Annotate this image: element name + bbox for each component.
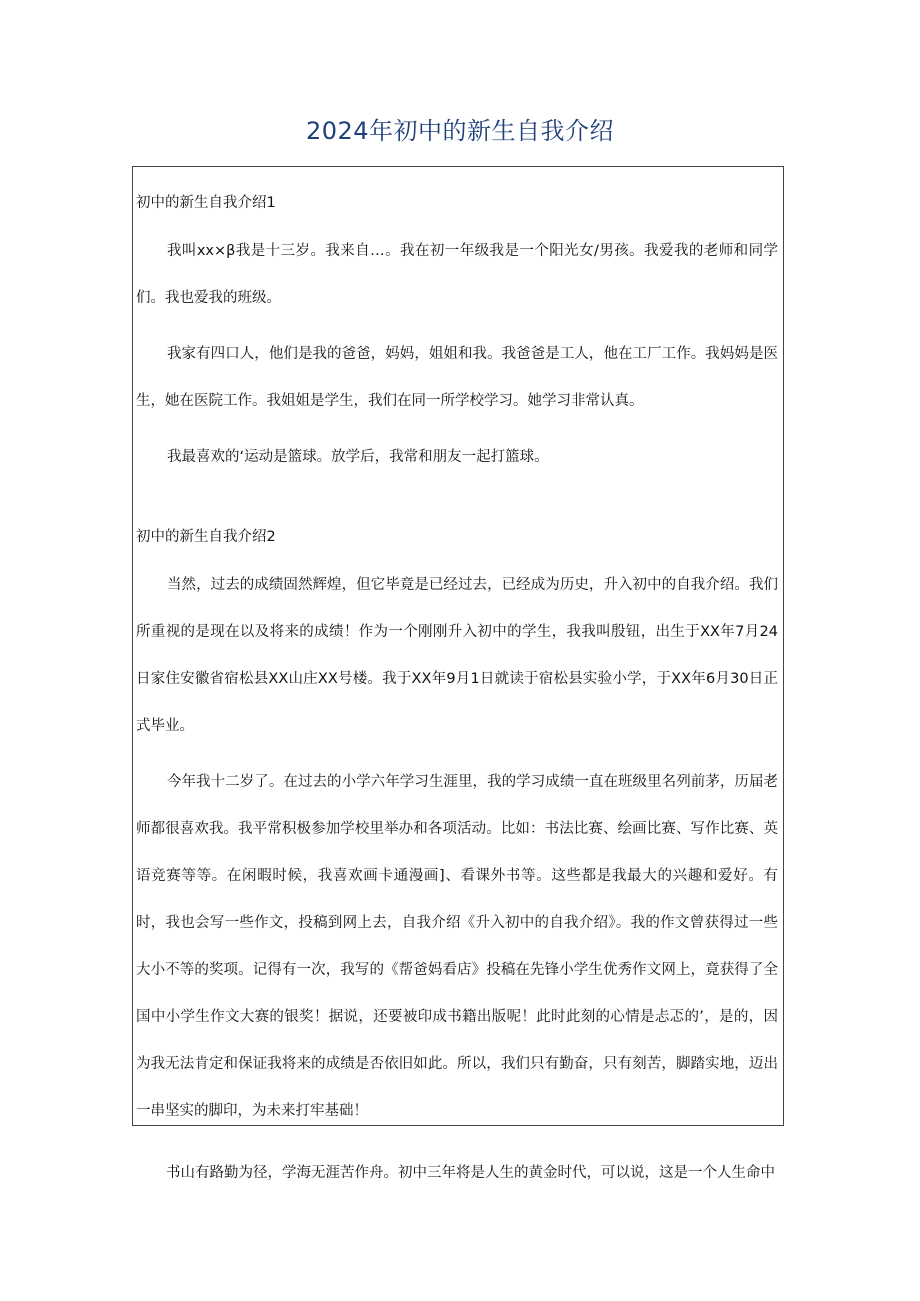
document-title: 2024年初中的新生自我介绍 [305, 117, 615, 145]
section-1-heading: 初中的新生自我介绍1 [136, 195, 276, 211]
section-2-heading: 初中的新生自我介绍2 [136, 529, 276, 545]
section-2 [136, 521, 778, 1144]
section-1-paragraph: 我最喜欢的‘运动是篮球。放学后，我常和朋友一起打篮球。 [167, 449, 549, 465]
section-1 [136, 187, 778, 490]
section-1-paragraph: 我叫xx×β我是十三岁。我来自…。我在初一年级我是一个阳光女/男孩。我爱我的老师和同学们。我也爱我的班级。 [136, 243, 778, 306]
section-1-paragraph: 我家有四口人，他们是我的爸爸，妈妈，姐姐和我。我爸爸是工人，他在工厂工作。我妈妈是医生，她在医院工作。我姐姐是学生，我们在同一所学校学习。她学习非常认真。 [136, 346, 778, 409]
section-2-paragraph: 今年我十二岁了。在过去的小学六年学习生涯里，我的学习成绩一直在班级里名列前茅，历届老师都很喜欢我。我平常积极参加学校里举办和各项活动。比如：书法比赛、绘画比赛、写作比赛、英语竞赛等等。在闲暇时候，我喜欢画卡通漫画]、看课外书等。这些都是我最大的兴趣和爱好。有时，我也会写一些作文，投稿到网上去，自我介绍《升入初中的自我介绍》。我的作文曾获得过一些大小不等的奖项。记得有一次，我写的《帮爸妈看店》投稿在先锋小学生优秀作文网上，竟获得了全国中小学生作文大赛的银奖！据说，还要被印成书籍出版呢！此时此刻的心情是忐忑的’，是的，因为我无法肯定和保证我将来的成绩是否依旧如此。所以，我们只有勤奋，只有刻苦，脚踏实地，迈出一串坚实的脚印，为未来打牢基础！ [136, 774, 778, 1119]
closing-paragraph: 书山有路勤为径，学海无涯苦作舟。初中三年将是人生的黄金时代，可以说，这是一个人生命中 [166, 1165, 775, 1181]
content-frame [132, 166, 784, 1126]
section-2-paragraph: 当然，过去的成绩固然辉煌，但它毕竟是已经过去，已经成为历史，升入初中的自我介绍。我们所重视的是现在以及将来的成绩！作为一个刚刚升入初中的学生，我我叫殷钮，出生于XX年7月24日家住安徽省宿松县XX山庄XX号楼。我于XX年9月1日就读于宿松县实验小学，于XX年6月30日正式毕业。 [136, 577, 778, 734]
